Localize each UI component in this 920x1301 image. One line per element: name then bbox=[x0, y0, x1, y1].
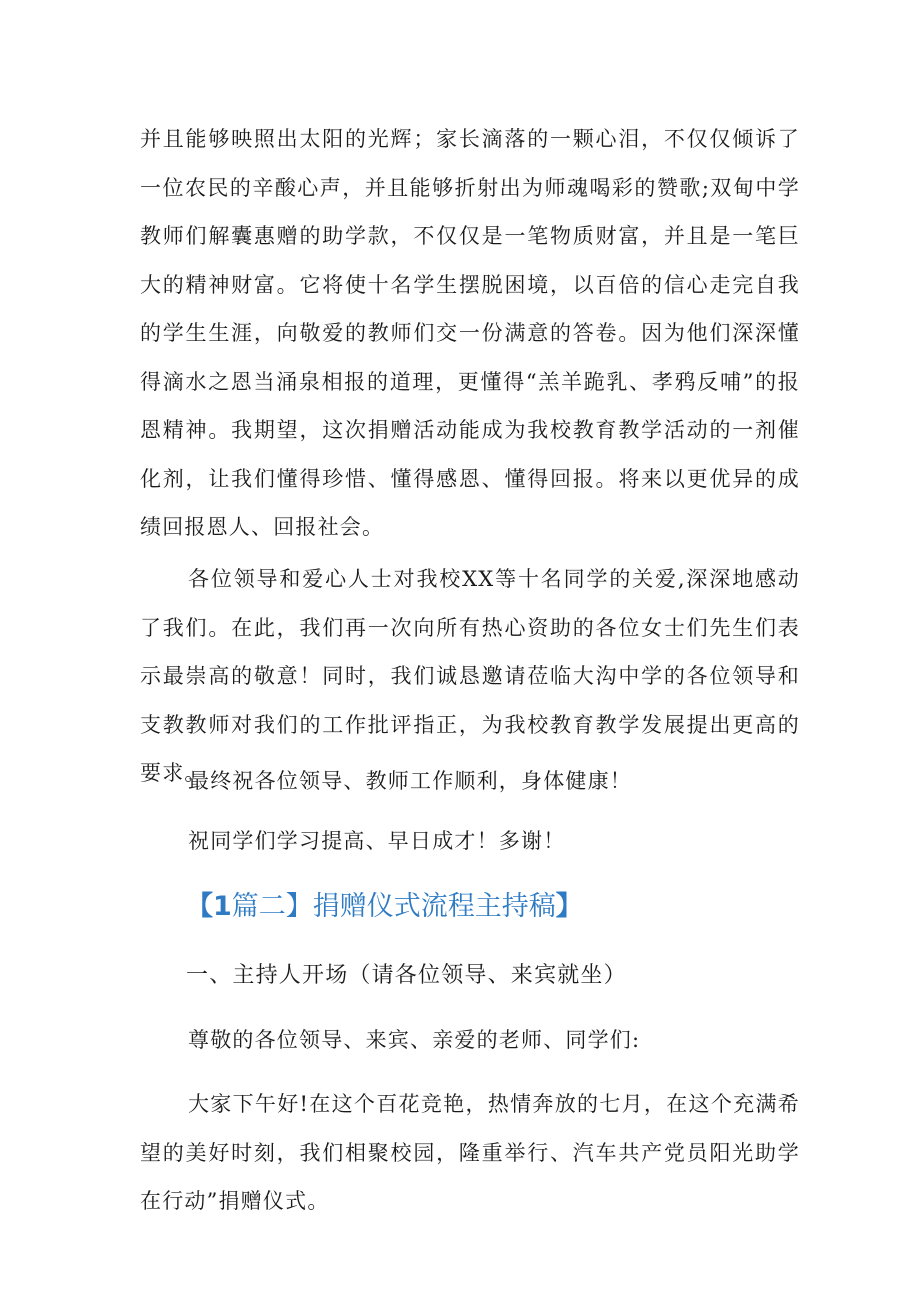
section-heading bbox=[186, 884, 583, 923]
section-title: 一、主持人开场（请各位领导、来宾就坐） bbox=[186, 963, 627, 988]
heading-close-bracket: 】 bbox=[555, 891, 583, 922]
paragraph-greeting: 尊敬的各位领导、来宾、亲爱的老师、同学们: bbox=[188, 1028, 641, 1052]
paragraph-wishes-students: 祝同学们学习提高、早日成才！多谢！ bbox=[188, 829, 566, 853]
heading-open-bracket: 【 bbox=[186, 891, 213, 922]
heading-title: 篇二】捐赠仪式流程主持稿 bbox=[231, 891, 556, 922]
paragraph-wishes-leaders: 最终祝各位领导、教师工作顺利，身体健康！ bbox=[188, 769, 632, 793]
heading-number: 1 bbox=[213, 891, 232, 922]
paragraph-opening: 大家下午好!在这个百花竞艳，热情奔放的七月，在这个充满希望的美好时刻，我们相聚校园，隆重举行、汽车共产党员阳光助学在行动”捐赠仪式。 bbox=[140, 1092, 800, 1213]
paragraph-thanks: 各位领导和爱心人士对我校XX等十名同学的关爱,深深地感动了我们。在此，我们再一次向所有热心资助的各位女士们先生们表示最崇高的敬意！同时，我们诚恳邀请莅临大沟中学的各位领导和支教教师对我们的工作批评指正，为我校教育教学发展提出更高的要求。 bbox=[140, 567, 800, 785]
paragraph-continuation: 并且能够映照出太阳的光辉；家长滴落的一颗心泪，不仅仅倾诉了一位农民的辛酸心声，并且能够折射出为师魂喝彩的赞歌;双甸中学教师们解囊惠赠的助学款，不仅仅是一笔物质财富，并且是一笔巨大的精神财富。它将使十名学生摆脱困境，以百倍的信心走完自我的学生生涯，向敬爱的教师们交一份满意的答卷。因为他们深深懂得滴水之恩当涌泉相报的道理，更懂得“羔羊跪乳、孝鸦反哺”的报恩精神。我期望，这次捐赠活动能成为我校教育教学活动的一剂催化剂，让我们懂得珍惜、懂得感恩、懂得回报。将来以更优异的成绩回报恩人、回报社会。 bbox=[140, 127, 800, 539]
